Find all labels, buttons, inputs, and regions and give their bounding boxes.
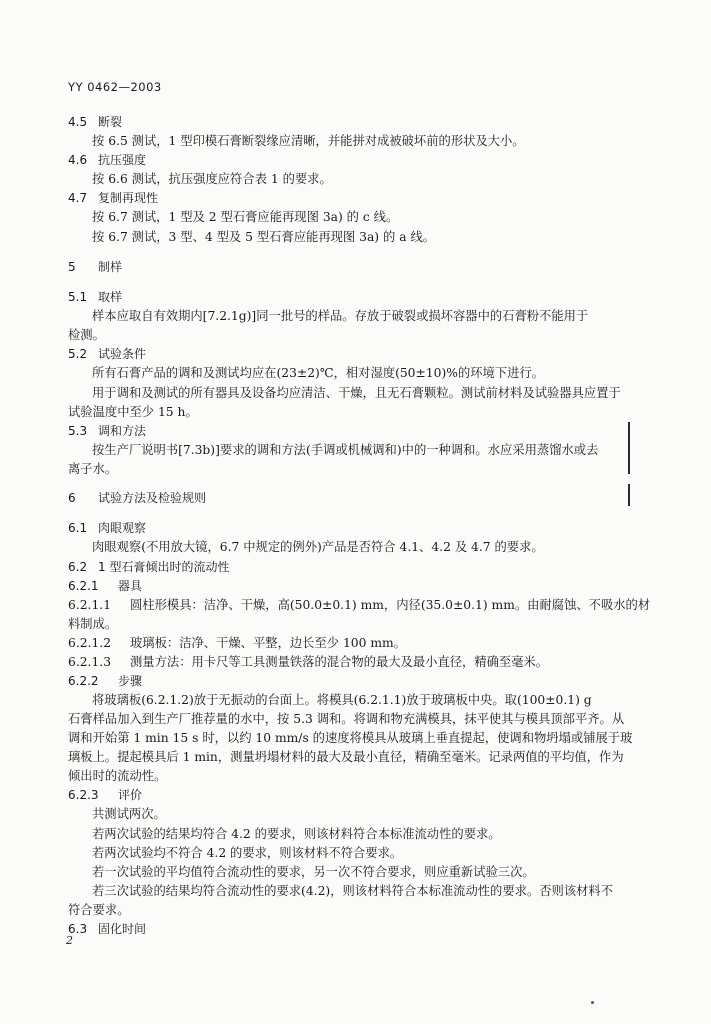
section-number: 6.2.3 [68,788,99,802]
section-heading [68,673,627,690]
numbered-paragraph [68,597,651,614]
section-title: 调和方法 [98,424,147,438]
section-title: 抗压强度 [98,153,147,167]
section-title: 取样 [98,290,123,304]
section-number: 6.1 [68,521,88,535]
section-heading [68,114,627,131]
numbered-paragraph [68,635,627,652]
paragraph-continuation: 璃板上。提起模具后 1 min，测量坍塌材料的最大及最小直径，精确至毫米。记录两值的平均值，作为 [68,750,624,764]
section-heading [68,259,627,276]
section-heading [68,346,627,363]
paragraph-continuation: 符合要求。 [68,903,130,917]
paragraph-line: 按生产厂说明书[7.3b)]要求的调和方法(手调或机械调和)中的一种调和。水应采用蒸馏水或去 [92,443,599,457]
section-heading [68,190,627,207]
paragraph-continuation: 倾出时的流动性。 [68,769,167,783]
section-title: 试验方法及检验规则 [98,491,207,505]
section-heading [68,423,627,440]
section-title: 肉眼观察 [98,521,147,535]
paragraph-line: 按 6.6 测试，抗压强度应符合表 1 的要求。 [92,172,332,186]
section-number: 5 [68,260,76,274]
paragraph-line: 若两次试验均不符合 4.2 的要求，则该材料不符合要求。 [92,846,403,860]
section-heading [68,559,627,576]
numbered-paragraph [68,654,627,671]
section-number: 6.2.1 [68,579,99,593]
section-number: 6.2 [68,560,88,574]
clause-text: 圆柱形模具：洁净、干燥，高(50.0±0.1) mm，内径(35.0±0.1) mm。由耐腐蚀、不吸水的材 [130,598,651,612]
section-heading [68,520,627,537]
paragraph-line: 共测试两次。 [92,807,166,821]
section-title: 断裂 [98,115,123,129]
clause-number: 6.2.1.1 [68,598,112,612]
paragraph-line: 样本应取自有效期内[7.2.1g)]同一批号的样品。存放于破裂或损坏容器中的石膏粉不能用于 [92,309,589,323]
section-number: 6.2.2 [68,674,99,688]
section-title: 评价 [118,788,143,802]
paragraph-line: 若两次试验的结果均符合 4.2 的要求，则该材料符合本标准流动性的要求。 [92,827,501,841]
clause-text: 测量方法：用卡尺等工具测量铁落的混合物的最大及最小直径，精确至毫米。 [130,655,549,669]
page-number: 2 [66,934,73,947]
section-number: 4.6 [68,153,88,167]
section-heading [68,578,627,595]
section-number: 6.3 [68,922,88,936]
paragraph-continuation: 检测。 [68,328,105,342]
section-title: 制样 [98,260,123,274]
section-title: 固化时间 [98,922,147,936]
section-title: 器具 [118,579,143,593]
paragraph-continuation: 石膏样品加入到生产厂推荐量的水中，按 5.3 调和。将调和物充满模具，抹平使其与模具顶部平齐。从 [68,712,625,726]
paragraph-line: 所有石膏产品的调和及测试均应在(23±2)℃，相对湿度(50±10)%的环境下进行。 [92,366,545,380]
section-number: 5.3 [68,424,88,438]
section-number: 5.2 [68,347,88,361]
paragraph-line: 按 6.7 测试，1 型及 2 型石膏应能再现图 3a) 的 c 线。 [92,210,399,224]
paragraph-continuation: 料制成。 [68,617,118,631]
paragraph-line: 按 6.5 测试，1 型印模石膏断裂缘应清晰，并能拼对成被破坏前的形状及大小。 [92,134,525,148]
section-title: 1 型石膏倾出时的流动性 [98,560,230,574]
paragraph-line: 若一次试验的平均值符合流动性的要求，另一次不符合要求，则应重新试验三次。 [92,865,535,879]
document-code: YY 0462—2003 [68,80,162,94]
section-title: 试验条件 [98,347,147,361]
clause-text: 玻璃板：洁净、干燥、平整，边长至少 100 mm。 [130,636,406,650]
section-title: 复制再现性 [98,191,159,205]
section-heading [68,289,627,306]
paragraph-line: 按 6.7 测试，3 型、4 型及 5 型石膏应能再现图 3a) 的 a 线。 [92,230,436,244]
paragraph-continuation: 离子水。 [68,462,118,476]
scan-edge-mark [628,484,630,506]
section-number: 6 [68,491,76,505]
section-number: 4.5 [68,115,88,129]
section-heading [68,490,627,507]
section-title: 步骤 [118,674,143,688]
paragraph-continuation: 试验温度中至少 15 h。 [68,405,198,419]
section-heading [68,921,627,938]
section-number: 5.1 [68,290,88,304]
section-heading [68,152,627,169]
section-number: 4.7 [68,191,88,205]
section-heading [68,787,627,804]
clause-number: 6.2.1.2 [68,636,112,650]
paragraph-line: 用于调和及测试的所有器具及设备均应清洁、干燥，且无石膏颗粒。测试前材料及试验器具应置于 [92,386,621,400]
paragraph-line: 将玻璃板(6.2.1.2)放于无振动的台面上。将模具(6.2.1.1)放于玻璃板中央。取(100±0.1) g [92,693,592,707]
paragraph-line: 肉眼观察(不用放大镜，6.7 中规定的例外)产品是否符合 4.1、4.2 及 4.7 的要求。 [92,540,544,554]
paragraph-line: 若三次试验的结果均符合流动性的要求(4.2)，则该材料符合本标准流动性的要求。否则该材料不 [92,884,614,898]
scan-speck [591,1001,594,1004]
scan-edge-mark [628,422,630,474]
paragraph-continuation: 调和开始第 1 min 15 s 时，以约 10 mm/s 的速度将模具从玻璃上垂直提起，使调和物坍塌或铺展于玻 [68,731,633,745]
clause-number: 6.2.1.3 [68,655,112,669]
